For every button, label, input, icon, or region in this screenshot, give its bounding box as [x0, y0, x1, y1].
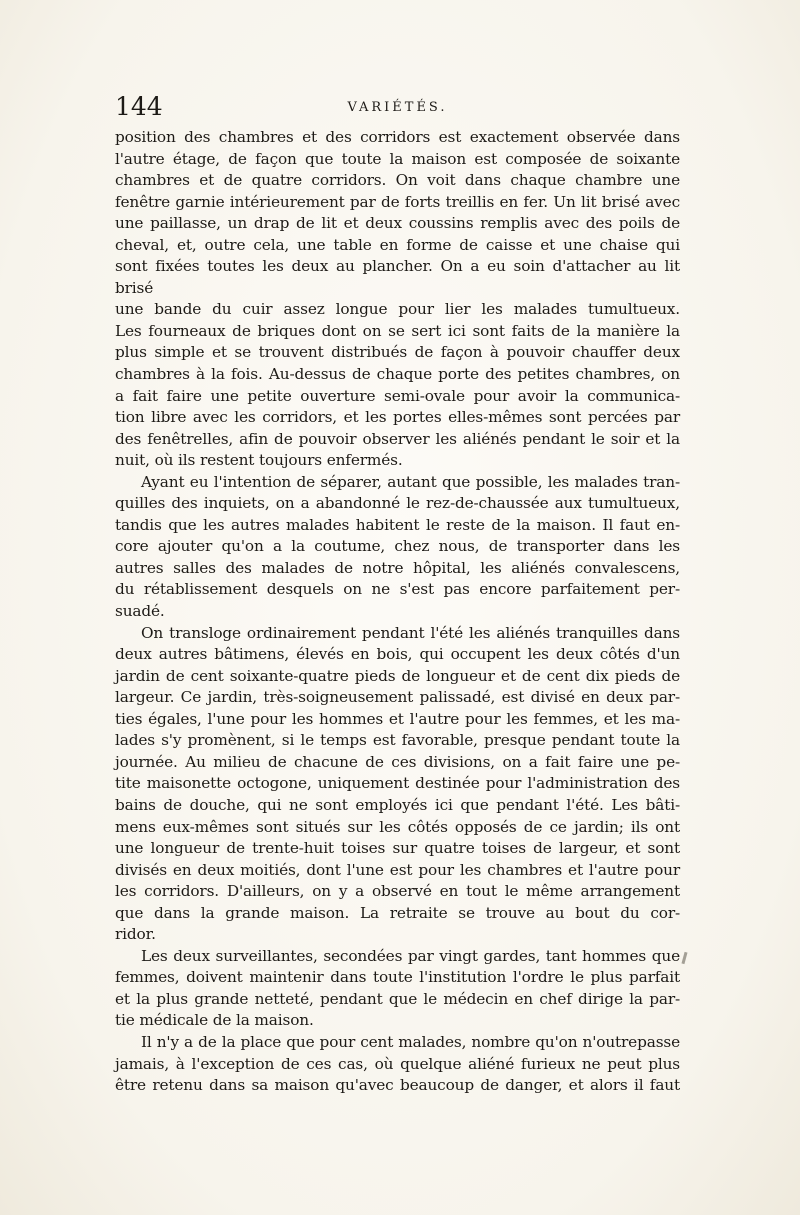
text-line: et la plus grande netteté, pendant que le médecin en chef dirige la par-: [115, 989, 680, 1008]
text-line: tie médicale de la maison.: [115, 1011, 314, 1030]
text-line: cheval, et, outre cela, une table en forme de caisse et une chaise qui: [115, 235, 680, 254]
text-line: sont fixées toutes les deux au plancher. On a eu soin d'attacher au lit brisé: [115, 257, 680, 297]
text-line: nuit, où ils restent toujours enfermés.: [115, 451, 403, 470]
text-line: Il n'y a de la place que pour cent malades, nombre qu'on n'outrepasse: [141, 1032, 680, 1051]
page-header: [115, 92, 680, 122]
text-line: lades s'y promènent, si le temps est favorable, presque pendant toute la: [115, 731, 680, 750]
text-line: core ajouter qu'on a la coutume, chez nous, de transporter dans les: [115, 537, 680, 556]
text-line: quilles des inquiets, on a abandonné le rez-de-chaussée aux tumultueux,: [115, 494, 680, 513]
text-line: tandis que les autres malades habitent le reste de la maison. Il faut en-: [115, 515, 680, 534]
text-line: On transloge ordinairement pendant l'été les aliénés tranquilles dans: [141, 623, 680, 642]
text-line: autres salles des malades de notre hôpital, les aliénés convalescens,: [115, 558, 680, 577]
text-line: suadé.: [115, 602, 165, 621]
body-text: [115, 127, 680, 1097]
text-line: fenêtre garnie intérieurement par de forts treillis en fer. Un lit brisé avec: [115, 192, 680, 211]
text-line: ridor.: [115, 925, 156, 944]
text-line: une bande du cuir assez longue pour lier les malades tumultueux.: [115, 300, 680, 319]
text-line: Ayant eu l'intention de séparer, autant que possible, les malades tran-: [141, 472, 680, 491]
text-line: tion libre avec les corridors, et les portes elles-mêmes sont percées par: [115, 408, 680, 427]
text-line: deux autres bâtimens, élevés en bois, qui occupent les deux côtés d'un: [115, 645, 680, 664]
ink-mark: [681, 952, 687, 964]
text-line: largeur. Ce jardin, très-soigneusement palissadé, est divisé en deux par-: [115, 688, 680, 707]
text-line: jamais, à l'exception de ces cas, où quelque aliéné furieux ne peut plus: [115, 1054, 680, 1073]
text-line: Les fourneaux de briques dont on se sert ici sont faits de la manière la: [115, 321, 680, 340]
text-line: mens eux-mêmes sont situés sur les côtés opposés de ce jardin; ils ont: [115, 817, 680, 836]
running-head: VARIÉTÉS.: [347, 100, 448, 115]
text-line: journée. Au milieu de chacune de ces divisions, on a fait faire une pe-: [115, 752, 680, 771]
text-line: les corridors. D'ailleurs, on y a observé en tout le même arrangement: [115, 882, 680, 901]
page-number: 144: [115, 92, 163, 121]
text-line: que dans la grande maison. La retraite se trouve au bout du cor-: [115, 903, 680, 922]
text-line: du rétablissement desquels on ne s'est pas encore parfaitement per-: [115, 580, 680, 599]
text-line: position des chambres et des corridors est exactement observée dans: [115, 128, 680, 146]
text-line: l'autre étage, de façon que toute la maison est composée de soixante: [115, 149, 680, 168]
text-line: être retenu dans sa maison qu'avec beaucoup de danger, et alors il faut: [115, 1076, 680, 1095]
text-line: des fenêtrelles, afin de pouvoir observer les aliénés pendant le soir et la: [115, 429, 680, 448]
text-line: Les deux surveillantes, secondées par vingt gardes, tant hommes que: [141, 946, 680, 965]
text-line: jardin de cent soixante-quatre pieds de longueur et de cent dix pieds de: [115, 666, 680, 685]
text-line: femmes, doivent maintenir dans toute l'institution l'ordre le plus parfait: [115, 968, 680, 987]
text-line: chambres et de quatre corridors. On voit dans chaque chambre une: [115, 171, 680, 190]
text-line: une longueur de trente-huit toises sur quatre toises de largeur, et sont: [115, 839, 680, 858]
text-line: bains de douche, qui ne sont employés ici que pendant l'été. Les bâti-: [115, 795, 680, 814]
text-line: tite maisonette octogone, uniquement destinée pour l'administration des: [115, 774, 680, 793]
text-line: ties égales, l'une pour les hommes et l'autre pour les femmes, et les ma-: [115, 709, 680, 728]
text-line: chambres à la fois. Au-dessus de chaque porte des petites chambres, on: [115, 365, 680, 384]
text-line: a fait faire une petite ouverture semi-ovale pour avoir la communica-: [115, 386, 680, 405]
text-line: plus simple et se trouvent distribués de façon à pouvoir chauffer deux: [115, 343, 680, 362]
text-line: une paillasse, un drap de lit et deux coussins remplis avec des poils de: [115, 214, 680, 233]
text-line: divisés en deux moitiés, dont l'une est pour les chambres et l'autre pour: [115, 860, 680, 879]
